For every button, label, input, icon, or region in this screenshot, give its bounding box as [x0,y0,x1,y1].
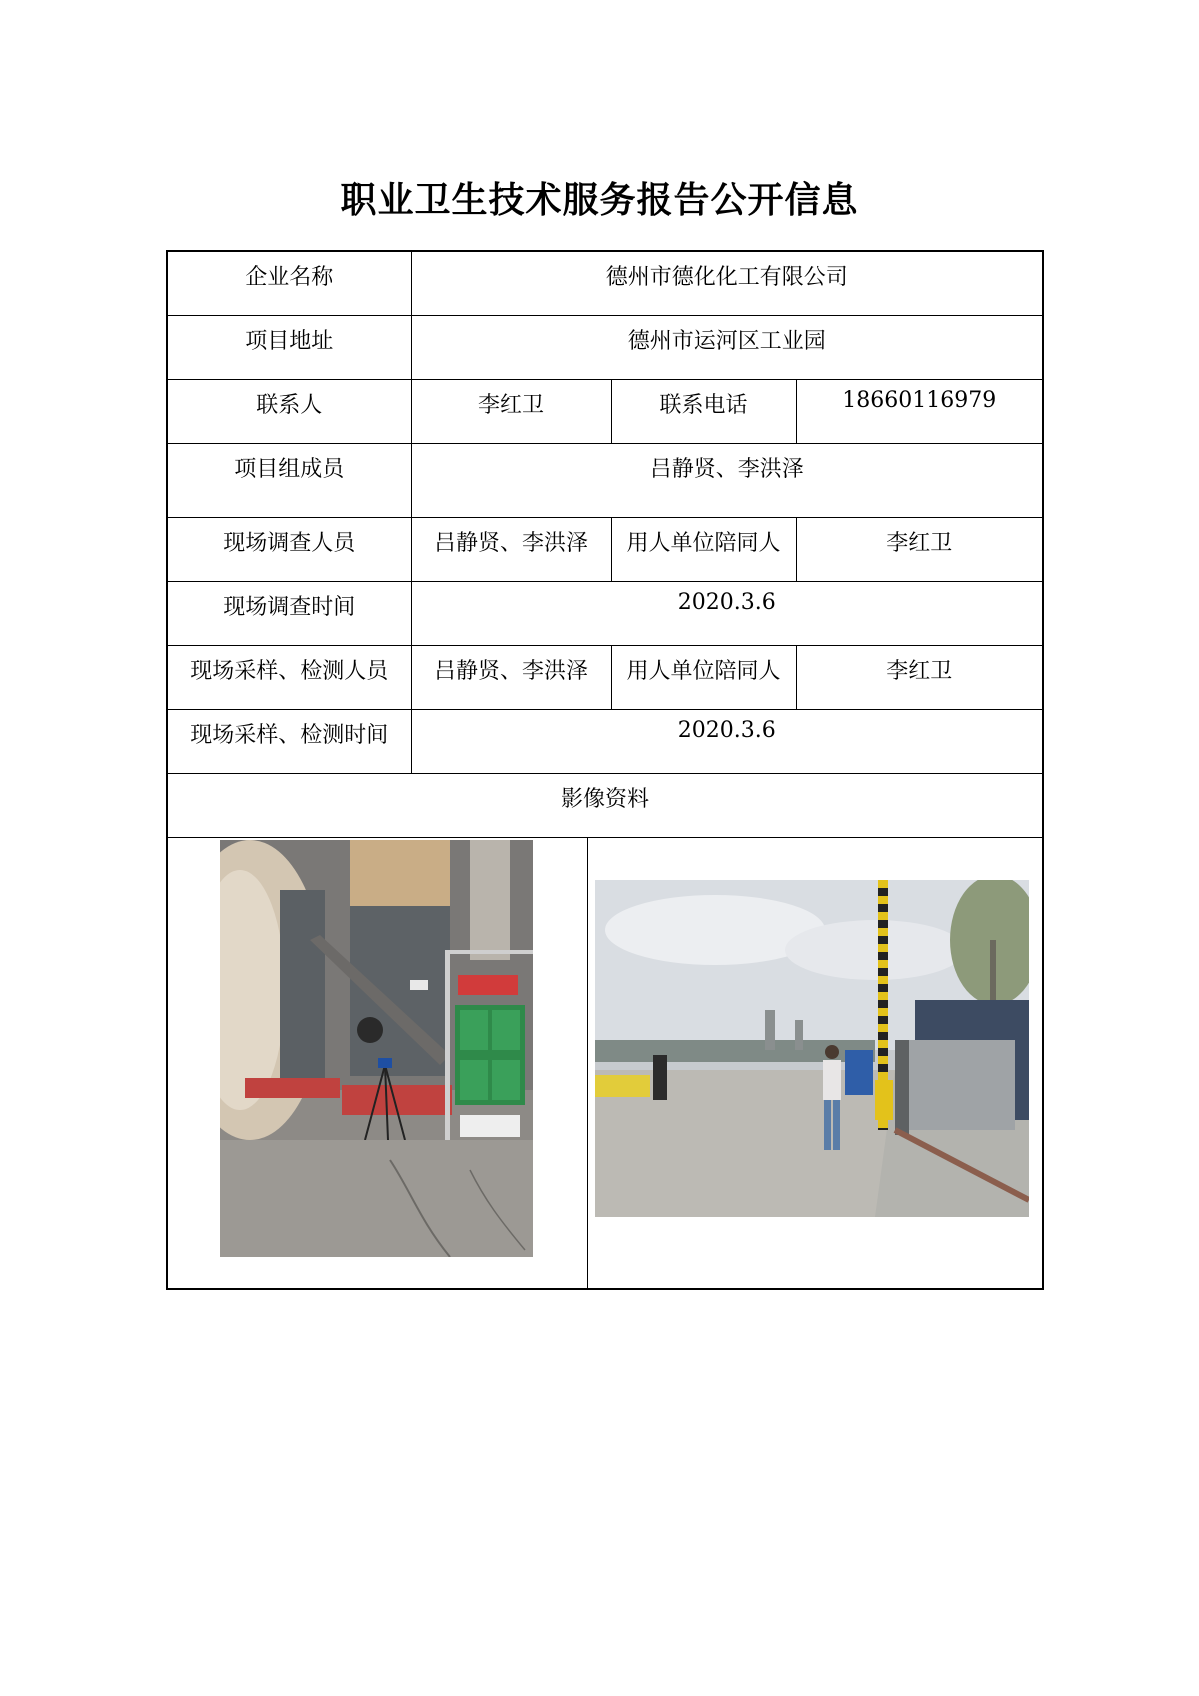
sampling-time-label: 现场采样、检测时间 [167,709,411,773]
members-row [167,443,1043,517]
survey-staff-row [167,517,1043,581]
contact-label: 联系人 [167,379,411,443]
sampling-time-row [167,709,1043,773]
phone-label: 联系电话 [611,379,796,443]
sampling-escort-value: 李红卫 [796,645,1043,709]
sampling-time-value: 2020.3.6 [411,709,1043,773]
sampling-escort-label: 用人单位陪同人 [611,645,796,709]
members-label: 项目组成员 [167,443,411,517]
page-title: 职业卫生技术服务报告公开信息 [340,179,859,221]
survey-time-label: 现场调查时间 [167,581,411,645]
factory-gate-photo [595,880,1029,1217]
sampling-staff-label: 现场采样、检测人员 [167,645,411,709]
survey-escort-value: 李红卫 [796,517,1043,581]
images-label: 影像资料 [167,773,1043,837]
company-value: 德州市德化化工有限公司 [411,251,1043,315]
photos-row [167,837,1043,1289]
contact-row [167,379,1043,443]
address-row [167,315,1043,379]
contact-value: 李红卫 [411,379,611,443]
survey-escort-label: 用人单位陪同人 [611,517,796,581]
survey-staff-value: 吕静贤、李洪泽 [411,517,611,581]
images-header-row [167,773,1043,837]
company-label: 企业名称 [167,251,411,315]
sampling-staff-row [167,645,1043,709]
photo-divider [587,838,588,1290]
members-value: 吕静贤、李洪泽 [411,443,1043,517]
info-table [166,250,1044,1290]
address-label: 项目地址 [167,315,411,379]
survey-time-row [167,581,1043,645]
factory-equipment-photo [220,840,533,1257]
phone-value: 18660116979 [796,379,1043,443]
photos-cell [167,837,1043,1289]
sampling-staff-value: 吕静贤、李洪泽 [411,645,611,709]
survey-staff-label: 现场调查人员 [167,517,411,581]
survey-time-value: 2020.3.6 [411,581,1043,645]
company-row [167,251,1043,315]
address-value: 德州市运河区工业园 [411,315,1043,379]
